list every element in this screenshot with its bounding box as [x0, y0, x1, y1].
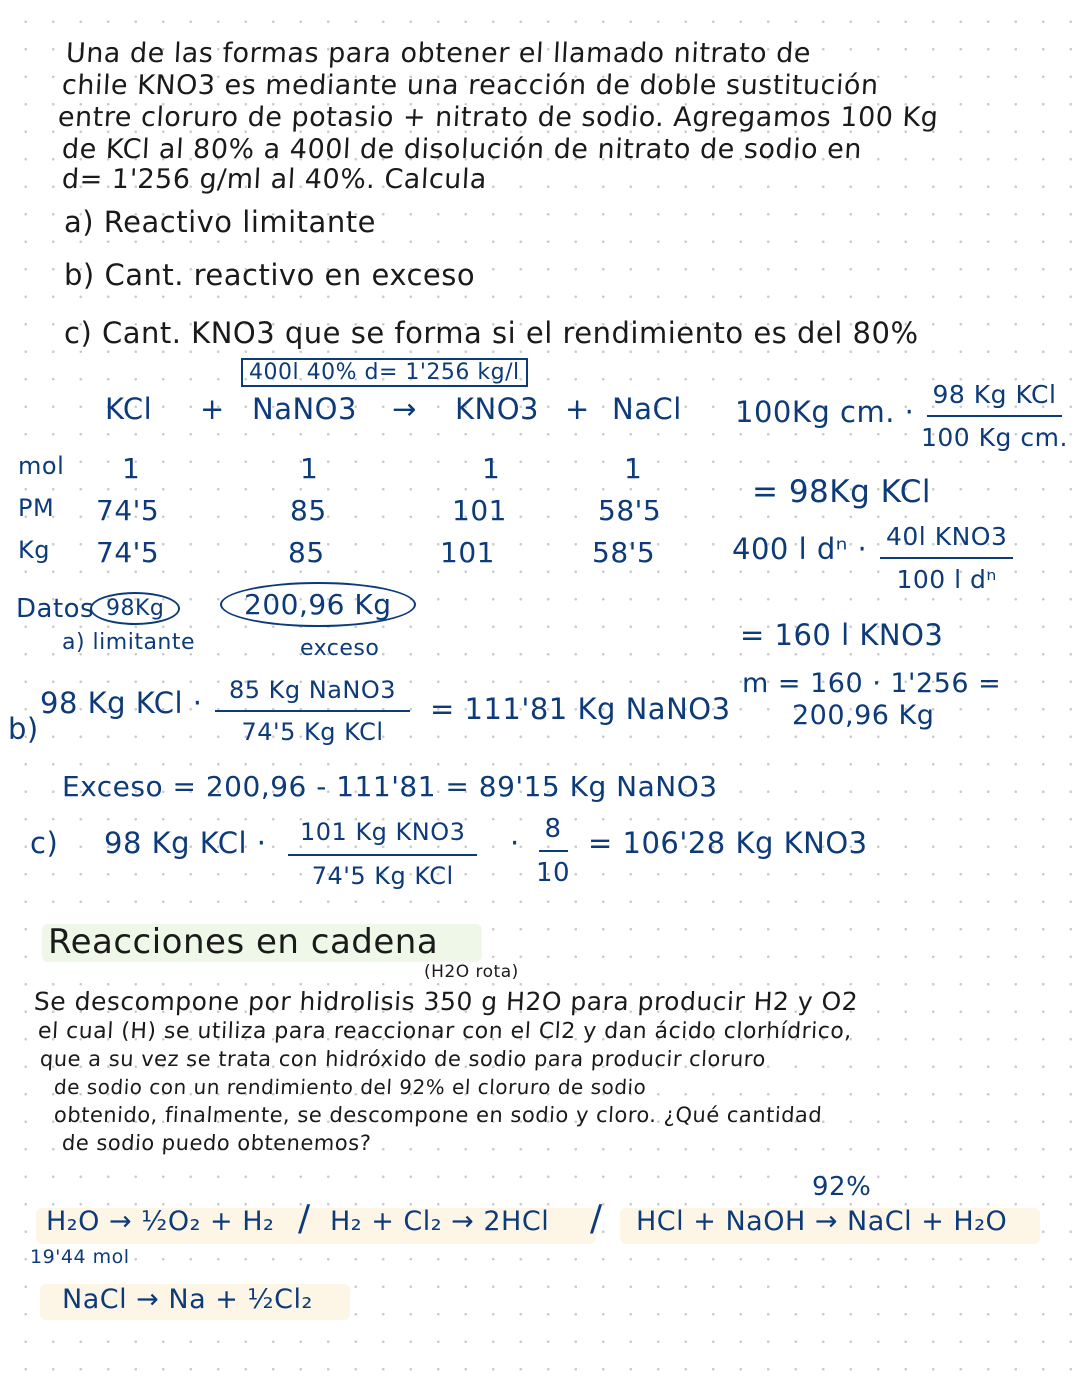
separator: /: [298, 1198, 311, 1239]
statement-line: de sodio con un rendimiento del 92% el cloruro de sodio: [53, 1075, 647, 1099]
table-cell: 101: [440, 536, 495, 569]
statement-line: d= 1'256 g/ml al 40%. Calcula: [61, 164, 488, 195]
statement-line: que a su vez se trata con hidróxido de sodio para producir cloruro: [39, 1047, 767, 1071]
calc-fraction: 98 Kg KCl 100 Kg cm.: [921, 380, 1068, 452]
calc-line: = 98Kg KCl: [752, 474, 932, 510]
calc-fraction: 40l KNO3 100 l dⁿ: [880, 522, 1013, 594]
calc-result: 200,96 Kg: [792, 700, 935, 731]
table-cell: 74'5: [96, 494, 160, 527]
table-cell: 58'5: [598, 494, 662, 527]
question-a: a) Reactivo limitante: [64, 205, 376, 239]
table-cell: 1: [300, 452, 319, 485]
plus-sign: +: [565, 392, 590, 426]
table-cell: 74'5: [96, 536, 160, 569]
statement-line: Una de las formas para obtener el llamado nitrato de: [65, 38, 812, 69]
table-cell: 1: [122, 452, 141, 485]
calc-left: 98 Kg KCl ·: [104, 826, 267, 860]
calc-left: 98 Kg KCl ·: [40, 686, 203, 720]
statement-line: entre cloruro de potasio + nitrato de sodio. Agregamos 100 Kg: [57, 102, 940, 133]
annotation-h2o: (H2O rota): [424, 962, 519, 982]
reaction-step-4: NaCl → Na + ½Cl₂: [62, 1284, 313, 1315]
calc-line: = 160 l KNO3: [740, 618, 944, 652]
table-cell: 85: [288, 536, 325, 569]
row-label-mol: mol: [18, 452, 65, 480]
datos-label: Datos: [16, 594, 95, 624]
calc-fraction: 101 Kg KNO3 74'5 Kg KCl: [288, 818, 477, 890]
yield-note: 92%: [812, 1172, 872, 1202]
plus-sign: +: [200, 392, 225, 426]
row-label-kg: Kg: [18, 536, 50, 564]
statement-line: de KCl al 80% a 400l de disolución de nitrato de sodio en: [61, 134, 863, 165]
statement-line: Se descompone por hidrolisis 350 g H2O para producir H2 y O2: [33, 987, 859, 1016]
table-cell: 1: [482, 452, 501, 485]
calc-line: 100Kg cm. ·: [735, 395, 915, 429]
note-limitante: a) limitante: [62, 630, 196, 655]
statement-line: de sodio puedo obtenemos?: [61, 1131, 372, 1155]
reaction-step-3: HCl + NaOH → NaCl + H₂O: [636, 1206, 1008, 1237]
separator: /: [590, 1198, 603, 1239]
product-kno3: KNO3: [455, 392, 539, 426]
calc-fraction: 85 Kg NaNO3 74'5 Kg KCl: [215, 676, 410, 746]
excess-mass-circled: 200,96 Kg: [220, 582, 416, 627]
part-label: b): [8, 712, 39, 746]
question-b: b) Cant. reactivo en exceso: [64, 258, 476, 292]
reactant-nano3: NaNO3: [252, 392, 357, 426]
table-cell: 1: [624, 452, 643, 485]
question-c: c) Cant. KNO3 que se forma si el rendimiento es del 80%: [64, 316, 919, 350]
table-cell: 58'5: [592, 536, 656, 569]
excess-calculation: Exceso = 200,96 - 111'81 = 89'15 Kg NaNO3: [62, 770, 718, 803]
row-label-pm: PM: [18, 494, 55, 522]
product-nacl: NaCl: [612, 392, 682, 426]
mol-note: 19'44 mol: [30, 1246, 130, 1268]
statement-line: el cual (H) se utiliza para reaccionar con el Cl2 y dan ácido clorhídrico,: [37, 1019, 853, 1044]
calc-line: m = 160 · 1'256 =: [742, 668, 1002, 699]
note-exceso: exceso: [300, 636, 380, 661]
statement-line: chile KNO3 es mediante una reacción de doble sustitución: [61, 70, 880, 101]
yield-fraction: $\frac{8}{10}$: [536, 814, 571, 888]
part-label: c): [30, 826, 59, 860]
calc-line: 400 l dⁿ ·: [732, 532, 868, 566]
reactant-kcl: KCl: [105, 392, 153, 426]
statement-line: obtenido, finalmente, se descompone en sodio y cloro. ¿Qué cantidad: [53, 1103, 823, 1127]
limiting-mass-circled: 98Kg: [90, 592, 180, 625]
reaction-step-1: H₂O → ½O₂ + H₂: [46, 1206, 275, 1237]
table-cell: 101: [452, 494, 507, 527]
reaction-arrow: →: [392, 392, 417, 426]
table-cell: 85: [290, 494, 327, 527]
reaction-step-2: H₂ + Cl₂ → 2HCl: [330, 1206, 550, 1237]
boxed-solution-data: 400l 40% d= 1'256 kg/l: [241, 358, 528, 387]
calc-result: = 106'28 Kg KNO3: [588, 826, 868, 860]
multiply-dot: ·: [510, 826, 520, 860]
calc-result: = 111'81 Kg NaNO3: [430, 692, 731, 726]
section-title: Reacciones en cadena: [48, 922, 439, 962]
